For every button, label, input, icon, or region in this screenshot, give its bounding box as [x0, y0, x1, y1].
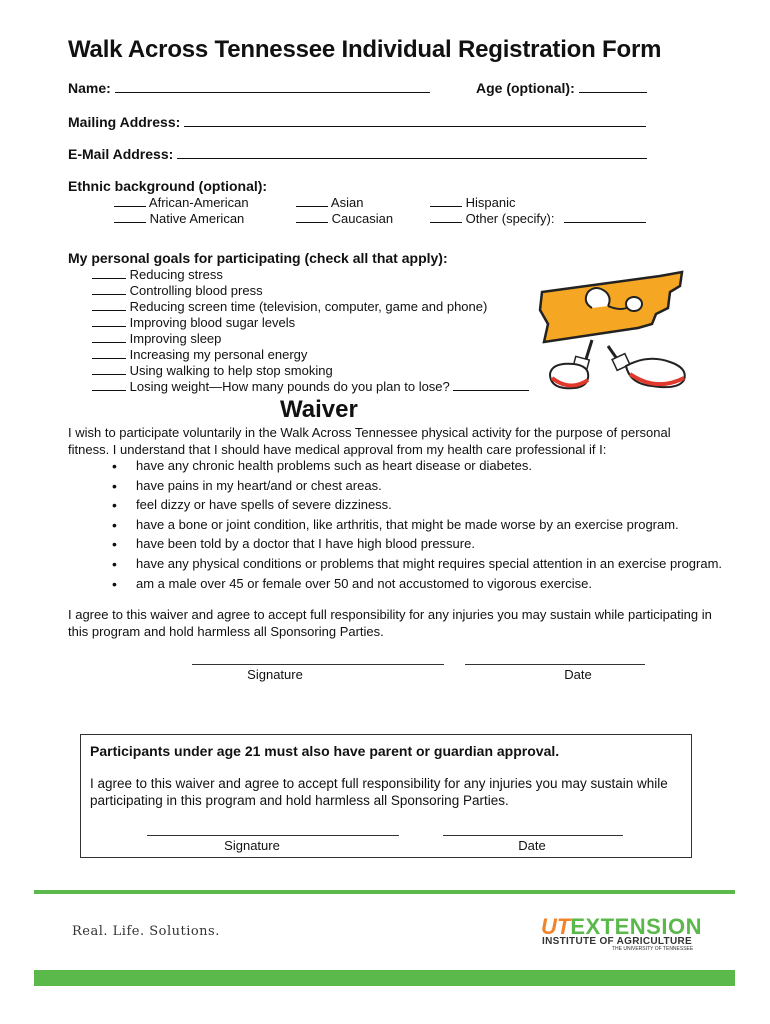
name-label: Name:	[68, 80, 111, 96]
checkbox-blank[interactable]	[430, 210, 462, 223]
checkbox-blank[interactable]	[92, 330, 126, 343]
waiver-bullet: • have a bone or joint condition, like arthritis, that might be made worse by an exercise program.	[112, 516, 679, 533]
email-blank[interactable]	[177, 146, 647, 159]
age-label: Age (optional):	[476, 80, 575, 96]
goal-item[interactable]: Improving sleep	[92, 330, 529, 346]
ethnic-option[interactable]: African-American	[114, 194, 249, 210]
guardian-heading: Participants under age 21 must also have parent or guardian approval.	[90, 743, 560, 759]
bullet-icon: •	[112, 575, 117, 592]
goal-item[interactable]: Losing weight—How many pounds do you plan to lose?	[92, 378, 529, 394]
footer-bottom-bar	[34, 970, 735, 986]
bullet-icon: •	[112, 555, 117, 572]
ethnic-option[interactable]: Other (specify):	[430, 210, 646, 226]
goal-item[interactable]: Increasing my personal energy	[92, 346, 529, 362]
mailing-field[interactable]	[68, 114, 646, 130]
checkbox-blank[interactable]	[92, 362, 126, 375]
goals-heading: My personal goals for participating (check all that apply):	[68, 250, 448, 266]
guardian-date-label: Date	[518, 838, 546, 853]
ut-logo-mark: UT	[541, 914, 571, 939]
logo-institute-text: INSTITUTE OF AGRICULTURE	[542, 936, 692, 947]
waiver-bullet: • have been told by a doctor that I have high blood pressure.	[112, 536, 475, 553]
tagline: Real. Life. Solutions.	[72, 924, 220, 939]
bullet-icon: •	[112, 458, 117, 474]
checkbox-blank[interactable]	[92, 346, 126, 359]
goal-item[interactable]: Using walking to help stop smoking	[92, 362, 529, 378]
checkbox-blank[interactable]	[92, 314, 126, 327]
email-label: E-Mail Address:	[68, 146, 174, 162]
name-blank[interactable]	[115, 80, 430, 93]
mailing-label: Mailing Address:	[68, 114, 181, 130]
waiver-title: Waiver	[280, 396, 358, 423]
ethnic-option[interactable]: Native American	[114, 210, 249, 226]
checkbox-blank[interactable]	[430, 194, 462, 207]
date-line[interactable]	[465, 664, 645, 665]
age-field[interactable]	[476, 80, 647, 96]
ethnic-column-2	[296, 194, 393, 226]
checkbox-blank[interactable]	[92, 266, 126, 279]
ethnic-column-1	[114, 194, 249, 226]
checkbox-blank[interactable]	[114, 194, 146, 207]
checkbox-blank[interactable]	[92, 298, 126, 311]
email-field[interactable]	[68, 146, 647, 162]
checkbox-blank[interactable]	[114, 210, 146, 223]
bullet-icon: •	[112, 536, 117, 553]
ethnic-option[interactable]: Caucasian	[296, 210, 393, 226]
waiver-bullet: • feel dizzy or have spells of severe dizziness.	[112, 497, 392, 514]
age-blank[interactable]	[579, 80, 647, 93]
logo-university-text: THE UNIVERSITY OF TENNESSEE	[612, 946, 694, 952]
goal-item[interactable]: Improving blood sugar levels	[92, 314, 529, 330]
other-specify-blank[interactable]	[564, 210, 646, 223]
bullet-icon: •	[112, 497, 117, 514]
checkbox-blank[interactable]	[296, 194, 328, 207]
goals-list	[92, 266, 529, 394]
bullet-icon: •	[112, 516, 117, 533]
checkbox-blank[interactable]	[92, 282, 126, 295]
signature-label: Signature	[247, 667, 303, 682]
mailing-blank[interactable]	[184, 114, 646, 127]
waiver-bullets	[112, 458, 722, 595]
waiver-intro: I wish to participate voluntarily in the Walk Across Tennessee physical activity for the purpose of personal fitness. I understand that I should have medical approval from my health care professional if I:	[68, 425, 671, 457]
guardian-signature-line[interactable]	[147, 835, 399, 836]
pounds-blank[interactable]	[453, 378, 529, 391]
name-field[interactable]	[68, 80, 430, 96]
bullet-icon: •	[112, 477, 117, 494]
guardian-signature-label: Signature	[224, 838, 280, 853]
checkbox-blank[interactable]	[92, 378, 126, 391]
ethnic-option[interactable]: Hispanic	[430, 194, 646, 210]
logo-extension-text: EXTENSION	[570, 914, 702, 939]
ethnic-heading: Ethnic background (optional):	[68, 178, 268, 194]
ethnic-column-3	[430, 194, 646, 226]
waiver-bullet: • am a male over 45 or female over 50 and not accustomed to vigorous exercise.	[112, 575, 592, 592]
goal-item[interactable]: Controlling blood press	[92, 282, 529, 298]
waiver-bullet: • have any chronic health problems such as heart disease or diabetes.	[112, 458, 533, 474]
guardian-date-line[interactable]	[443, 835, 623, 836]
ethnic-option[interactable]: Asian	[296, 194, 393, 210]
checkbox-blank[interactable]	[296, 210, 328, 223]
goal-item[interactable]: Reducing stress	[92, 266, 529, 282]
signature-line[interactable]	[192, 664, 444, 665]
waiver-bullet: • have any physical conditions or problems that might requires special attention in an exercise program.	[112, 555, 723, 572]
date-label: Date	[564, 667, 592, 682]
waiver-bullet: • have pains in my heart/and or chest areas.	[112, 477, 382, 494]
footer-top-divider	[34, 890, 735, 894]
page-title: Walk Across Tennessee Individual Registration Form	[68, 36, 662, 63]
waiver-agreement: I agree to this waiver and agree to accept full responsibility for any injuries you may sustain while participating in this program and hold harmless all Sponsoring Parties.	[68, 607, 712, 639]
goal-item[interactable]: Reducing screen time (television, computer, game and phone)	[92, 298, 529, 314]
guardian-agreement: I agree to this waiver and agree to accept full responsibility for any injuries you may sustain while participating in this program and hold harmless all Sponsoring Parties.	[90, 776, 668, 808]
walking-tennessee-mascot-icon	[530, 262, 700, 402]
